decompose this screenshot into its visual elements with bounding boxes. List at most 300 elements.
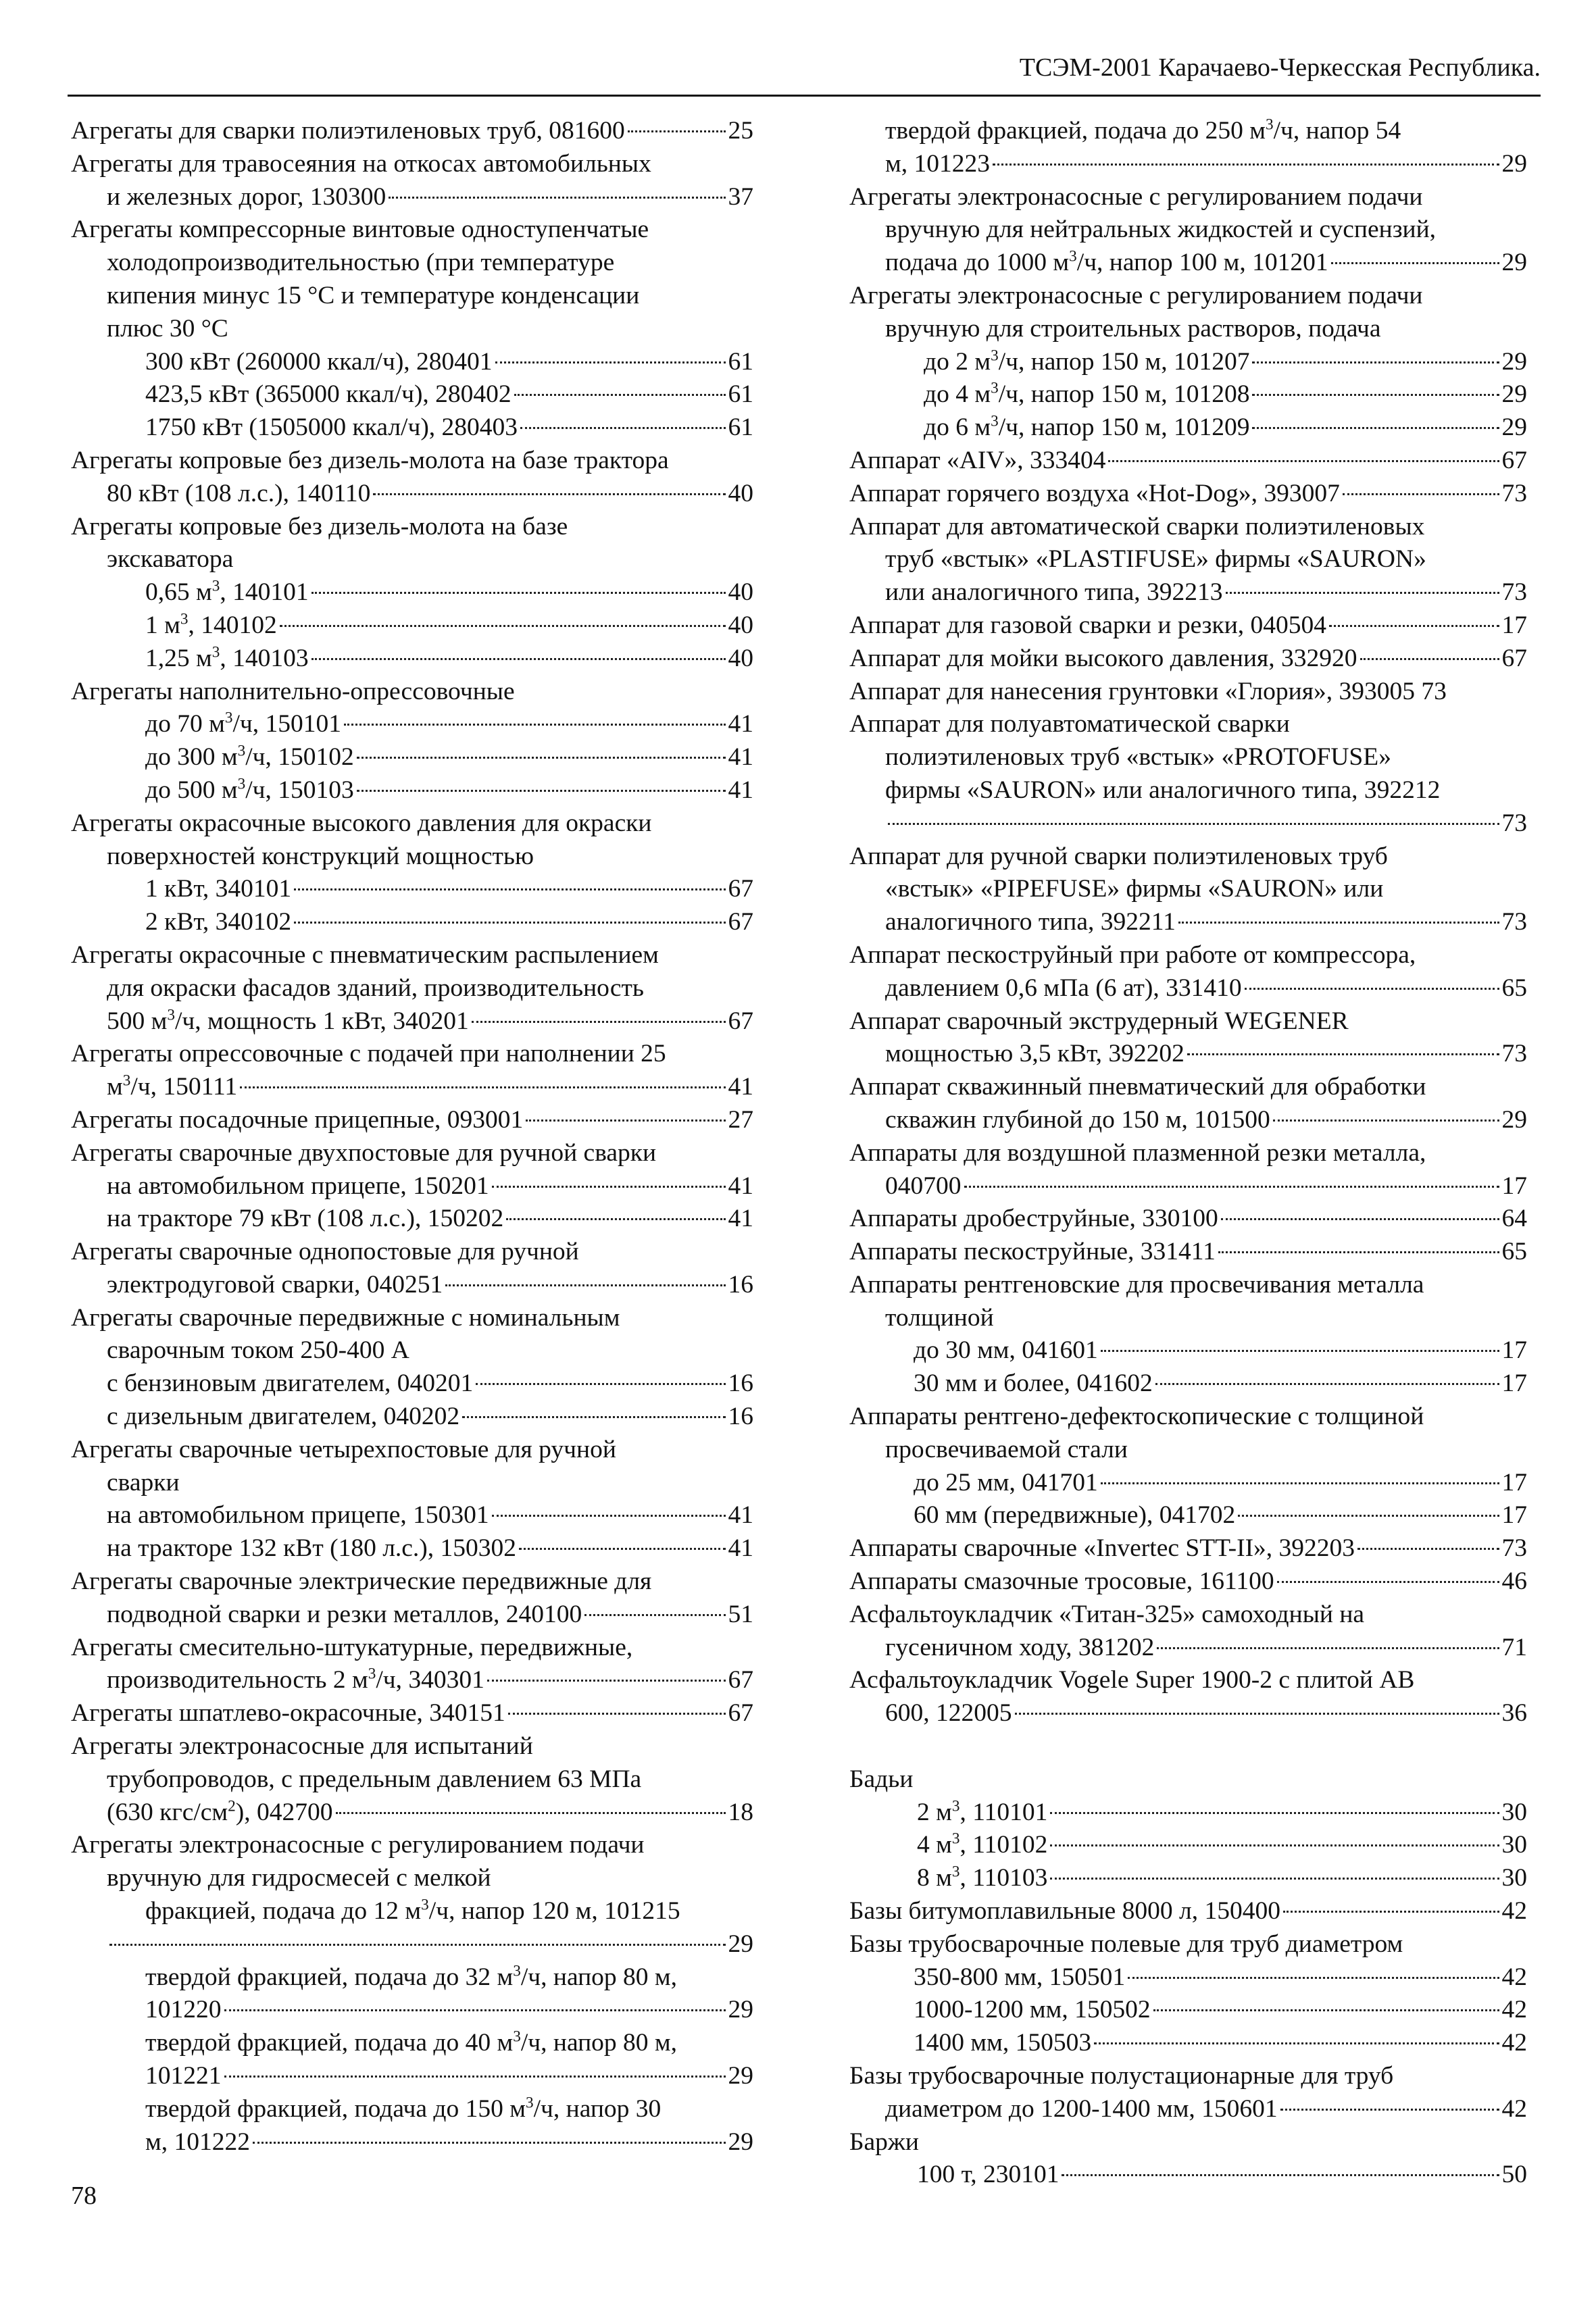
entry-text: вручную для нейтральных жидкостей и суспензий,	[885, 216, 1437, 244]
index-entry	[71, 2027, 753, 2093]
index-entry-line	[849, 1632, 1527, 1665]
entry-text: Аппараты дробеструйные, 330100	[849, 1205, 1218, 1233]
dot-leader	[628, 130, 726, 132]
index-entry	[849, 1994, 1527, 2027]
index-entry	[849, 346, 1527, 379]
index-entry-line	[849, 1401, 1527, 1434]
entry-text: Аппарат для полуавтоматической сварки	[849, 710, 1290, 738]
index-entry-line	[849, 181, 1527, 214]
entry-page-ref: 36	[1501, 1699, 1527, 1728]
index-gap	[849, 1730, 1527, 1763]
index-entry-line	[849, 1532, 1527, 1565]
entry-page-ref: 73	[1501, 479, 1527, 507]
entry-text: трубопроводов, с предельным давлением 63 МПа	[107, 1765, 642, 1793]
entry-text: просвечиваемой стали	[885, 1435, 1128, 1463]
entry-page-ref: 29	[728, 1996, 753, 2024]
entry-text: 4 $м^3$, 110102	[917, 1830, 1048, 1859]
index-entry-line	[849, 1796, 1527, 1830]
index-entry-line	[71, 1862, 753, 1895]
index-entry	[71, 378, 753, 411]
dot-leader	[1062, 2174, 1499, 2176]
entry-text: 80 кВт (108 л.с.), 140110	[107, 479, 371, 507]
index-entry	[849, 1599, 1527, 1665]
index-entry-line	[849, 873, 1527, 906]
index-entry-line	[849, 2093, 1527, 2126]
index-entry-line	[849, 840, 1527, 874]
dot-leader	[476, 1383, 725, 1385]
index-entry	[849, 1203, 1527, 1236]
entry-text: Агрегаты электронасосные с регулированием подачи	[849, 182, 1423, 211]
index-entry-line	[71, 1236, 753, 1269]
index-entry	[849, 1467, 1527, 1500]
index-entry-line	[849, 1367, 1527, 1401]
entry-text: Аппарат горячего воздуха «Hot-Dog», 393007	[849, 479, 1340, 507]
index-entry-line	[71, 1203, 753, 1236]
index-entry	[849, 2060, 1527, 2126]
index-entry-line	[849, 213, 1527, 247]
entry-text: плюс 30 °С	[107, 314, 228, 343]
entry-text: Агрегаты электронасосные для испытаний	[71, 1732, 533, 1761]
index-entry-line	[849, 972, 1527, 1005]
entry-page-ref: 29	[1501, 380, 1527, 409]
dot-leader	[888, 823, 1499, 825]
entry-page-ref: 18	[728, 1798, 753, 1826]
dot-leader	[1252, 361, 1499, 363]
index-entry-line	[849, 148, 1527, 181]
entry-page-ref: 41	[728, 1501, 753, 1530]
index-entry-line	[849, 676, 1527, 709]
index-entry-line	[849, 1137, 1527, 1170]
entry-text: Агрегаты для травосеяния на откосах автомобильных	[71, 149, 651, 178]
entry-text: 2 кВт, 340102	[145, 908, 292, 936]
entry-text: давлением 0,6 мПа (6 ат), 331410	[885, 974, 1242, 1002]
dot-leader	[1050, 1844, 1499, 1846]
index-entry-line	[849, 774, 1527, 807]
entry-page-ref: 42	[1501, 1996, 1527, 2024]
index-entry	[849, 939, 1527, 1005]
entry-page-ref: 41	[728, 1534, 753, 1563]
dot-leader	[1280, 2109, 1499, 2111]
index-entry-line	[849, 1038, 1527, 1071]
index-entry-line	[71, 840, 753, 874]
entry-page-ref: 16	[728, 1403, 753, 1431]
index-entry-line	[849, 280, 1527, 313]
entry-text: 0,65 $м^3$, 140101	[145, 577, 309, 607]
index-entry	[849, 181, 1527, 280]
index-entry	[849, 1137, 1527, 1203]
entry-text: на автомобильном прицепе, 150301	[107, 1501, 489, 1530]
dot-leader	[492, 1515, 726, 1517]
entry-text: Агрегаты электронасосные с регулированием подачи	[71, 1831, 645, 1859]
entry-text: полиэтиленовых труб «встык» «PROTOFUSE»	[885, 743, 1391, 772]
entry-page-ref: 17	[1501, 1336, 1527, 1365]
entry-text: на тракторе 79 кВт (108 л.с.), 150202	[107, 1205, 504, 1233]
index-entry	[71, 906, 753, 939]
index-entry-line	[71, 1038, 753, 1071]
entry-text: до 70 $м^3/ч$, 150101	[145, 709, 341, 738]
index-entry	[849, 840, 1527, 939]
dot-leader	[280, 625, 726, 627]
index-entry	[71, 1961, 753, 2028]
index-entry-line	[849, 1236, 1527, 1269]
index-entry-line	[71, 280, 753, 313]
index-entry	[71, 1895, 753, 1961]
entry-text: фракцией, подача до 12 $м^3/ч$, напор 120 м, 101215	[145, 1896, 680, 1926]
index-entry-line	[849, 1565, 1527, 1599]
dot-leader	[1050, 1812, 1499, 1814]
dot-leader	[1252, 394, 1499, 396]
entry-page-ref: 41	[728, 776, 753, 804]
index-entry-line	[849, 1334, 1527, 1367]
index-entry	[849, 1005, 1527, 1072]
entry-page-ref: 29	[1501, 149, 1527, 178]
index-entry-line	[71, 1005, 753, 1038]
entry-page-ref: 73	[1501, 908, 1527, 936]
index-entry	[71, 1367, 753, 1401]
index-entry-line	[71, 1829, 753, 1862]
index-entry-line	[71, 1071, 753, 1104]
index-entry	[71, 643, 753, 676]
dot-leader	[508, 1713, 726, 1715]
index-entry-line	[849, 939, 1527, 972]
index-entry-line	[71, 1532, 753, 1565]
dot-leader	[240, 1086, 725, 1088]
entry-text: на тракторе 132 кВт (180 л.с.), 150302	[107, 1534, 517, 1563]
dot-leader	[1283, 1911, 1499, 1913]
index-entry	[849, 378, 1527, 411]
index-entry-line	[71, 1401, 753, 1434]
entry-text: или аналогичного типа, 392213	[885, 578, 1223, 607]
index-entry	[849, 1796, 1527, 1830]
index-entry	[71, 1203, 753, 1236]
index-entry-line	[71, 1104, 753, 1137]
index-entry-line	[849, 1203, 1527, 1236]
entry-text: твердой фракцией, подача до 250 $м^3/ч$, напор 54	[885, 116, 1401, 145]
dot-leader	[1221, 1218, 1499, 1220]
entry-text: Аппарат сварочный экструдерный WEGENER	[849, 1007, 1349, 1035]
index-entry-line	[849, 445, 1527, 478]
index-entry-line	[849, 643, 1527, 676]
entry-page-ref: 41	[728, 1073, 753, 1101]
index-entry	[71, 1499, 753, 1532]
dot-leader	[1101, 1482, 1499, 1484]
dot-leader	[1218, 1251, 1499, 1253]
index-entry-line	[849, 378, 1527, 411]
entry-text: м, 101223	[885, 149, 990, 178]
entry-text: Базы трубосварочные полустационарные для труб	[849, 2062, 1394, 2090]
entry-text: 101221	[145, 2062, 222, 2090]
index-entry	[71, 676, 753, 709]
entry-page-ref: 30	[1501, 1864, 1527, 1892]
index-entry	[71, 708, 753, 741]
entry-page-ref: 42	[1501, 2029, 1527, 2057]
index-entry	[71, 1565, 753, 1632]
dot-leader	[964, 1186, 1499, 1188]
index-entry-line	[849, 313, 1527, 346]
dot-leader	[1273, 1120, 1499, 1122]
entry-text: Асфальтоукладчик «Титан-325» самоходный на	[849, 1600, 1365, 1628]
entry-text: диаметром до 1200-1400 мм, 150601	[885, 2094, 1278, 2123]
entry-text: Аппарат для мойки высокого давления, 332920	[849, 644, 1357, 672]
index-entry	[849, 1269, 1527, 1335]
entry-page-ref: 41	[728, 743, 753, 772]
index-entry-line	[71, 313, 753, 346]
index-entry-line	[849, 511, 1527, 544]
entry-text: Асфальтоукладчик Vogele Super 1900-2 с плитой АВ	[849, 1666, 1415, 1694]
index-entry-line	[71, 939, 753, 972]
entry-text: до 30 мм, 041601	[914, 1336, 1098, 1365]
entry-page-ref: 73	[1501, 809, 1527, 837]
index-entry-line	[849, 1664, 1527, 1697]
index-entry-line	[71, 478, 753, 511]
index-entry-line	[849, 1269, 1527, 1302]
index-entry	[71, 1697, 753, 1730]
index-entry-line	[71, 774, 753, 807]
entry-text: Баржи	[849, 2128, 919, 2156]
entry-text: 600, 122005	[885, 1699, 1012, 1728]
entry-page-ref: 25	[728, 117, 753, 145]
entry-text: Агрегаты компрессорные винтовые одноступенчатые	[71, 216, 649, 244]
entry-page-ref: 29	[728, 2128, 753, 2156]
entry-text: 30 мм и более, 041602	[914, 1369, 1153, 1398]
entry-text: до 300 $м^3/ч$, 150102	[145, 742, 354, 772]
entry-page-ref: 29	[1501, 413, 1527, 442]
entry-page-ref: 29	[728, 1930, 753, 1958]
index-entry	[849, 1499, 1527, 1532]
index-entry-line	[849, 1434, 1527, 1467]
entry-text: Агрегаты окрасочные с пневматическим распылением	[71, 940, 659, 969]
index-entry	[71, 1170, 753, 1203]
entry-text: Агрегаты наполнительно-опрессовочные	[71, 677, 515, 705]
index-entry-line	[849, 346, 1527, 379]
index-entry-line	[849, 576, 1527, 609]
entry-page-ref: 27	[728, 1105, 753, 1134]
index-entry-line	[71, 807, 753, 840]
index-entry	[849, 115, 1527, 181]
index-entry	[849, 411, 1527, 445]
entry-text: Аппараты для воздушной плазменной резки металла,	[849, 1138, 1426, 1167]
dot-leader	[1108, 460, 1499, 462]
entry-text: «встык» «PIPEFUSE» фирмы «SAURON» или	[885, 875, 1384, 903]
index-entry	[849, 1532, 1527, 1565]
index-entry-line	[71, 1434, 753, 1467]
index-entry-line	[71, 676, 753, 709]
entry-page-ref: 65	[1501, 974, 1527, 1002]
index-entry-line	[71, 1895, 753, 1928]
index-entry-line	[849, 1763, 1527, 1796]
header-rule	[68, 95, 1541, 97]
entry-text: 101220	[145, 1996, 222, 2024]
entry-text: сварки	[107, 1468, 180, 1496]
index-entry-line	[71, 445, 753, 478]
index-entry-line	[849, 1170, 1527, 1203]
index-entry	[849, 2126, 1527, 2159]
entry-page-ref: 61	[728, 347, 753, 376]
index-entry-line	[71, 906, 753, 939]
dot-leader	[311, 592, 726, 594]
index-entry-line	[71, 1730, 753, 1763]
index-entry	[71, 1434, 753, 1500]
index-entry-line	[71, 1664, 753, 1697]
index-column-right	[849, 115, 1527, 2192]
dot-leader	[253, 2142, 726, 2144]
dot-leader	[520, 427, 725, 429]
dot-leader	[357, 757, 726, 759]
entry-page-ref: 29	[1501, 1105, 1527, 1134]
entry-page-ref: 50	[1501, 2161, 1527, 2189]
index-entry-line	[71, 115, 753, 148]
index-entry-line	[849, 2027, 1527, 2060]
entry-text: Агрегаты электронасосные с регулированием подачи	[849, 281, 1423, 309]
index-entry-line	[849, 411, 1527, 445]
entry-text: 100 т, 230101	[917, 2161, 1059, 2189]
index-entry-line	[71, 247, 753, 280]
dot-leader	[294, 888, 725, 890]
dot-leader	[993, 164, 1499, 166]
index-entry	[849, 609, 1527, 643]
index-entry	[849, 708, 1527, 840]
index-entry-line	[71, 1697, 753, 1730]
index-entry	[849, 1367, 1527, 1401]
index-entry-line	[849, 1467, 1527, 1500]
index-entry-line	[71, 1499, 753, 1532]
dot-leader	[1101, 1350, 1499, 1352]
entry-text: электродуговой сварки, 040251	[107, 1270, 443, 1299]
entry-text: Аппарат для нанесения грунтовки «Глория», 393005 73	[849, 677, 1447, 705]
entry-page-ref: 29	[1501, 249, 1527, 277]
index-entry-line	[849, 1862, 1527, 1895]
entry-page-ref: 67	[728, 1666, 753, 1694]
index-entry-line	[849, 1895, 1527, 1928]
index-entry	[71, 148, 753, 214]
entry-text: Аппараты пескоструйные, 331411	[849, 1238, 1216, 1266]
index-entry-line	[849, 708, 1527, 741]
entry-page-ref: 73	[1501, 578, 1527, 607]
entry-text: поверхностей конструкций мощностью	[107, 842, 534, 870]
dot-leader	[1178, 922, 1499, 924]
dot-leader	[1157, 1647, 1499, 1649]
index-entry-line	[71, 2093, 753, 2126]
dot-leader	[1187, 1053, 1499, 1055]
index-entry	[849, 676, 1527, 709]
entry-text: 1,25 $м^3$, 140103	[145, 643, 309, 672]
index-entry-line	[71, 1137, 753, 1170]
index-entry	[71, 1532, 753, 1565]
index-entry	[849, 1664, 1527, 1730]
index-entry-line	[849, 1005, 1527, 1038]
entry-page-ref: 30	[1501, 1831, 1527, 1859]
index-entry-line	[71, 1467, 753, 1500]
entry-text: с дизельным двигателем, 040202	[107, 1403, 460, 1431]
entry-page-ref: 40	[728, 611, 753, 639]
dot-leader	[1015, 1713, 1499, 1715]
index-entry-line	[71, 346, 753, 379]
running-header: ТСЭМ-2001 Карачаево-Черкесская Республика.	[1019, 53, 1541, 82]
dot-leader	[462, 1416, 725, 1418]
entry-text: Агрегаты окрасочные высокого давления для окраски	[71, 809, 652, 837]
entry-page-ref: 61	[728, 413, 753, 442]
index-entry	[849, 1236, 1527, 1269]
entry-text: фирмы «SAURON» или аналогичного типа, 392212	[885, 776, 1441, 804]
index-entry-line	[849, 543, 1527, 576]
index-entry-line	[71, 543, 753, 576]
index-entry-line	[71, 1302, 753, 1335]
entry-page-ref: 37	[728, 182, 753, 211]
entry-text: Аппарат для ручной сварки полиэтиленовых труб	[849, 842, 1388, 870]
entry-text: твердой фракцией, подача до 32 $м^3/ч$, напор 80 м,	[145, 1962, 678, 1991]
dot-leader	[1343, 493, 1499, 495]
index-entry-line	[71, 1763, 753, 1796]
entry-text: Аппарат скважинный пневматический для обработки	[849, 1073, 1426, 1101]
index-entry	[71, 807, 753, 874]
entry-text: 1 $м^3$, 140102	[145, 610, 277, 639]
index-entry-line	[849, 609, 1527, 643]
entry-text: Аппараты смазочные тросовые, 161100	[849, 1567, 1274, 1596]
index-entry-line	[71, 2027, 753, 2060]
dot-leader	[487, 1680, 726, 1682]
entry-text: 1000-1200 мм, 150502	[914, 1996, 1151, 2024]
dot-leader	[344, 724, 726, 726]
index-entry	[71, 411, 753, 445]
entry-text: до 25 мм, 041701	[914, 1468, 1098, 1496]
entry-text: Агрегаты посадочные прицепные, 093001	[71, 1105, 524, 1134]
entry-page-ref: 29	[728, 2062, 753, 2090]
entry-text: скважин глубиной до 150 м, 101500	[885, 1105, 1270, 1134]
index-entry-line	[849, 1071, 1527, 1104]
index-entry-line	[71, 1961, 753, 1994]
entry-text: Агрегаты сварочные электрические передвижные для	[71, 1567, 652, 1596]
index-entry	[71, 1401, 753, 1434]
entry-text: Агрегаты сварочные передвижные с номинальным	[71, 1303, 620, 1332]
index-entry	[71, 774, 753, 807]
index-entry	[71, 213, 753, 345]
index-entry	[849, 1862, 1527, 1895]
dot-leader	[519, 1548, 725, 1550]
index-entry-line	[849, 906, 1527, 939]
entry-text: труб «встык» «PLASTIFUSE» фирмы «SAURON»	[885, 545, 1426, 574]
entry-text: на автомобильном прицепе, 150201	[107, 1172, 489, 1200]
index-entry	[71, 2093, 753, 2159]
index-entry	[849, 280, 1527, 346]
index-entry-line	[71, 378, 753, 411]
index-entry	[849, 1829, 1527, 1862]
entry-text: Агрегаты для сварки полиэтиленовых труб, 081600	[71, 117, 625, 145]
index-entry	[71, 1632, 753, 1698]
dot-leader	[1331, 262, 1499, 264]
entry-page-ref: 17	[1501, 1501, 1527, 1530]
entry-text: подача до 1000 $м^3/ч$, напор 100 м, 101201	[885, 247, 1328, 277]
index-entry-line	[71, 1632, 753, 1665]
entry-page-ref: 64	[1501, 1205, 1527, 1233]
dot-leader	[389, 197, 725, 199]
dot-leader	[1360, 658, 1499, 660]
index-entry-line	[849, 1499, 1527, 1532]
index-entry-line	[849, 478, 1527, 511]
index-entry	[71, 1829, 753, 1895]
index-entry	[849, 445, 1527, 478]
entry-page-ref: 17	[1501, 1369, 1527, 1398]
index-entry-line	[849, 2060, 1527, 2093]
entry-page-ref: 16	[728, 1369, 753, 1398]
index-entry-line	[71, 1928, 753, 1961]
index-entry	[71, 115, 753, 148]
entry-text: Базы трубосварочные полевые для труб диаметром	[849, 1930, 1403, 1958]
index-entry	[849, 643, 1527, 676]
entry-text: для окраски фасадов зданий, производительность	[107, 974, 644, 1002]
index-column-left	[71, 115, 753, 2159]
index-entry-line	[71, 1599, 753, 1632]
dot-leader	[492, 1186, 726, 1188]
